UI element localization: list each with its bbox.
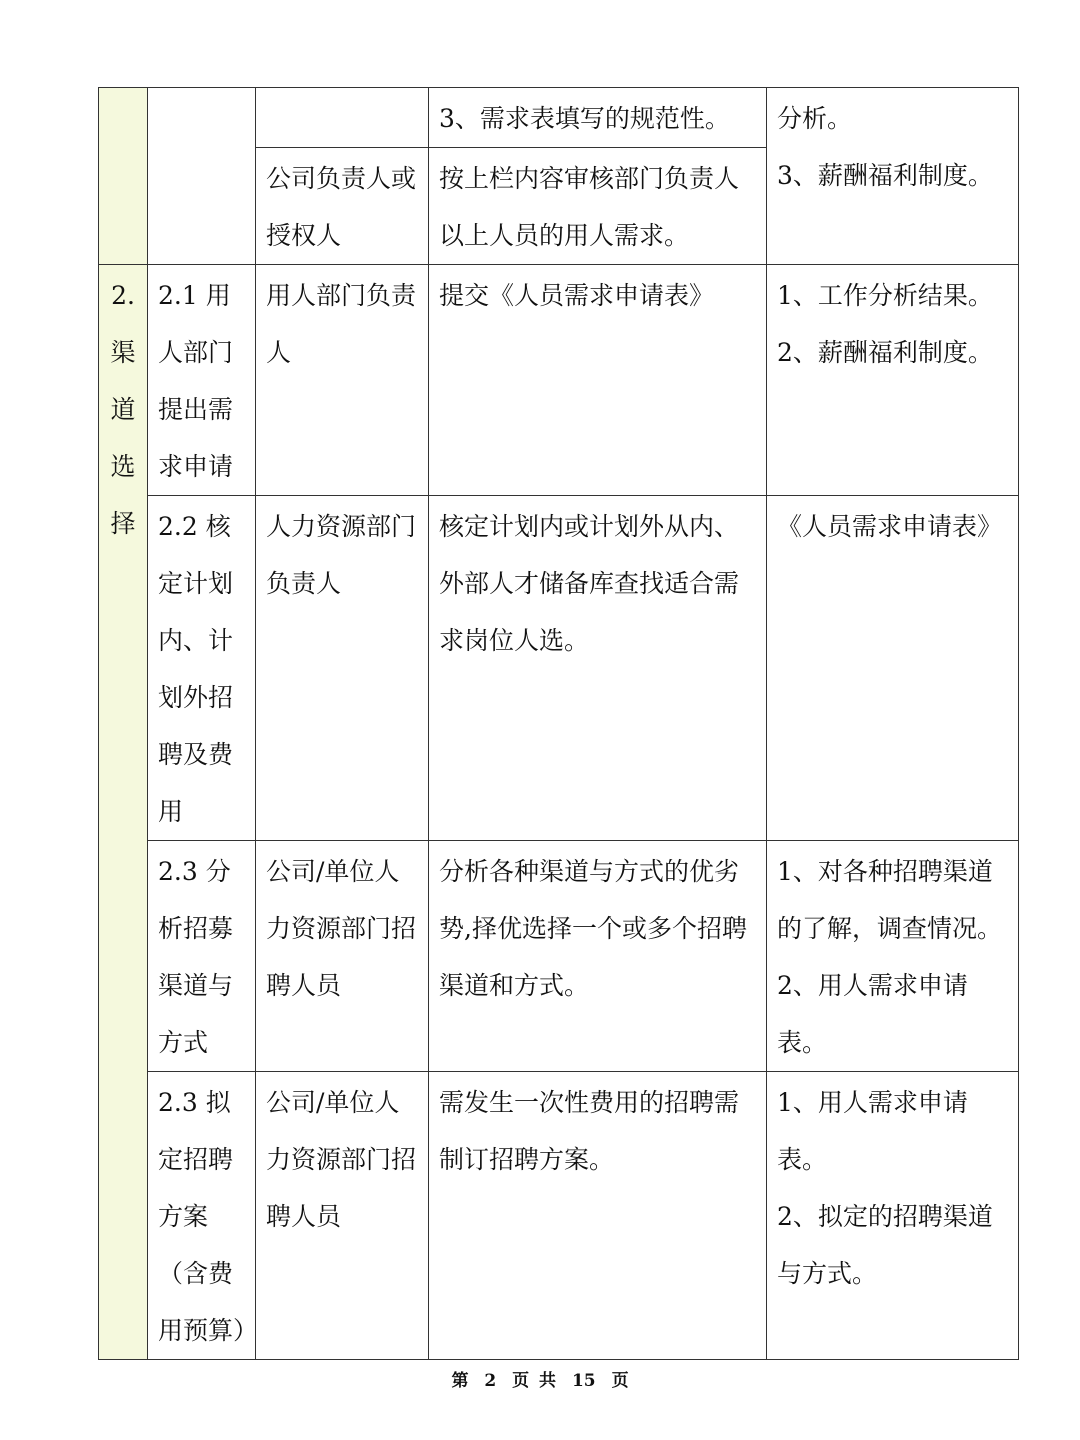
basis-line: 《人员需求申请表》	[777, 512, 1003, 541]
actor-cell: 公司/单位人力资源部门招聘人员	[256, 1072, 429, 1360]
table-row	[99, 265, 1019, 496]
basis-line: 1、工作分析结果。	[777, 281, 993, 310]
actor-cell-prev	[256, 88, 429, 148]
detail-cell: 3、需求表填写的规范性。	[429, 88, 767, 148]
basis-line: 2、拟定的招聘渠道与方式。	[777, 1202, 993, 1288]
stage-number: 2.	[111, 281, 135, 310]
actor-cell: 公司负责人或授权人	[256, 148, 429, 265]
process-table	[98, 87, 1019, 1360]
detail-cell: 提交《人员需求申请表》	[429, 265, 767, 496]
table-row	[99, 496, 1019, 841]
actor-cell: 公司/单位人力资源部门招聘人员	[256, 841, 429, 1072]
basis-line: 2、薪酬福利制度。	[777, 338, 993, 367]
stage-cell-prev	[99, 88, 148, 265]
basis-line: 3、薪酬福利制度。	[777, 161, 993, 190]
actor-cell: 人力资源部门负责人	[256, 496, 429, 841]
basis-cell	[767, 1072, 1019, 1360]
detail-cell: 需发生一次性费用的招聘需制订招聘方案。	[429, 1072, 767, 1360]
footer-page-number: 2	[484, 1371, 497, 1391]
step-cell-prev	[148, 88, 256, 265]
basis-line: 1、用人需求申请表。	[777, 1088, 968, 1174]
stage-label: 渠道选择	[110, 338, 136, 538]
footer-prefix: 第	[451, 1371, 469, 1391]
basis-cell	[767, 88, 1019, 265]
detail-cell: 核定计划内或计划外从内、外部人才储备库查找适合需求岗位人选。	[429, 496, 767, 841]
step-cell: 2.3 分析招募渠道与方式	[148, 841, 256, 1072]
footer-suffix: 页	[611, 1371, 629, 1391]
table-row	[99, 88, 1019, 148]
table-row	[99, 841, 1019, 1072]
detail-cell: 分析各种渠道与方式的优劣势,择优选择一个或多个招聘渠道和方式。	[429, 841, 767, 1072]
page-footer	[0, 1366, 1080, 1391]
actor-cell: 用人部门负责人	[256, 265, 429, 496]
footer-total-pages: 15	[571, 1371, 596, 1391]
basis-line: 分析。	[777, 104, 853, 133]
footer-middle: 页 共	[512, 1371, 557, 1391]
detail-cell: 按上栏内容审核部门负责人以上人员的用人需求。	[429, 148, 767, 265]
basis-cell	[767, 496, 1019, 841]
basis-cell	[767, 265, 1019, 496]
table-row	[99, 1072, 1019, 1360]
basis-cell	[767, 841, 1019, 1072]
step-cell: 2.2 核定计划内、计划外招聘及费用	[148, 496, 256, 841]
step-cell: 2.1 用人部门提出需求申请	[148, 265, 256, 496]
step-cell: 2.3 拟定招聘方案（含费用预算）	[148, 1072, 256, 1360]
stage-cell	[99, 265, 148, 1360]
basis-line: 1、对各种招聘渠道的了解，调查情况。2、用人需求申请表。	[777, 857, 1003, 1057]
